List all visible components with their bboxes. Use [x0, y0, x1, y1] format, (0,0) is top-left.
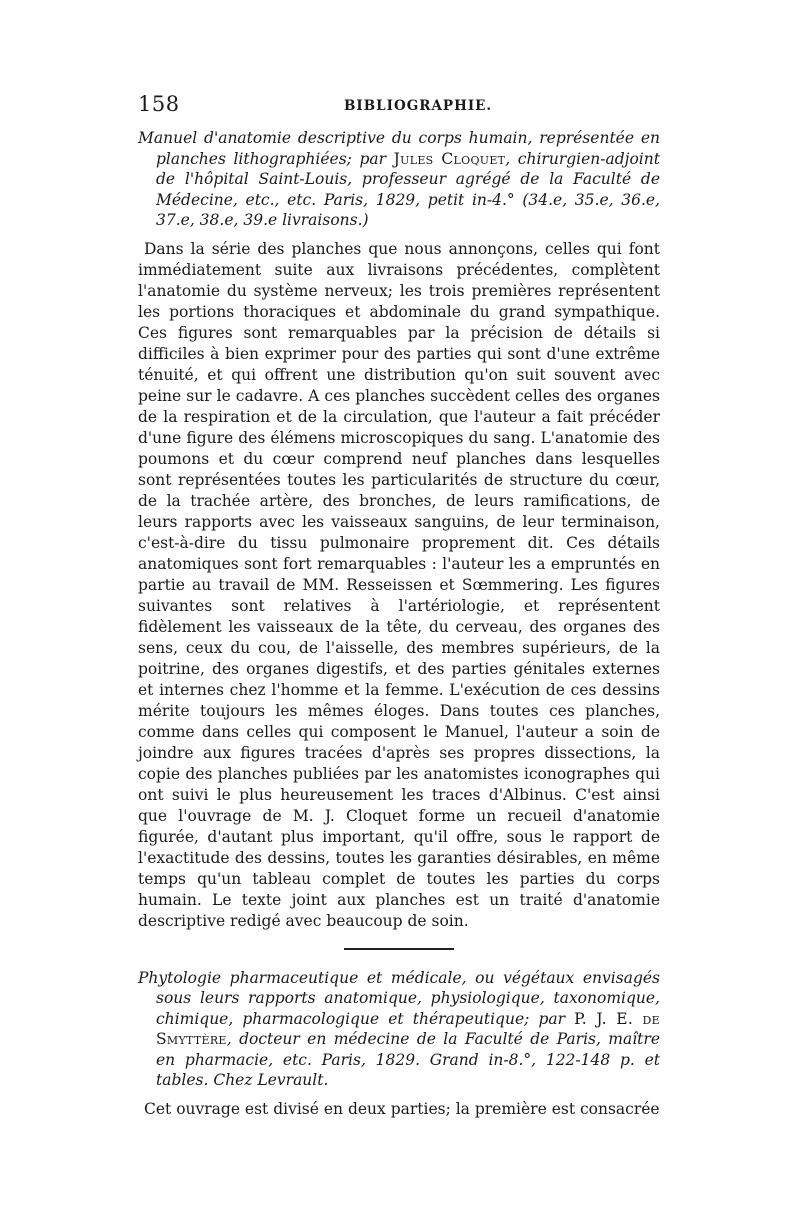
book-page	[138, 92, 660, 1120]
entry-1-title: Manuel d'anatomie descriptive du corps humain, représentée en planches lithographiées; par	[138, 129, 660, 168]
entry-1-title-continued: , chirurgien-adjoint de l'hôpital Saint-Louis, professeur agrégé de la Faculté de Médecine, etc., etc. Paris, 1829, petit in-4.° (34.e, 35.e, 36.e, 37.e, 38.e, 39.e livraisons.)	[156, 149, 660, 229]
running-head	[138, 92, 660, 122]
entry-1-review: Dans la série des planches que nous annonçons, celles qui font immédiatement suite aux livraisons précédentes, complètent l'anatomie du système nerveux; les trois premières représentent les portions thoraciques et abdominale du grand sympathique. Ces figures sont remarquables par la précision de détails si difficiles à bien exprimer pour des parties qui sont d'une extrême ténuité, et qui offrent une distribution qu'on suit souvent avec peine sur le cadavre. A ces planches succèdent celles des organes de la respiration et de la circulation, que l'auteur a fait précéder d'une figure des élémens microscopiques du sang. L'anatomie des poumons et du cœur comprend neuf planches dans lesquelles sont représentées toutes les particularités de structure du cœur, de la trachée artère, des bronches, de leurs ramifications, de leurs rapports avec les vaisseaux sanguins, de leur terminaison, c'est-à-dire du tissu pulmonaire proprement dit. Ces détails anatomiques sont fort remarquables : l'auteur les a empruntés en partie au travail de MM. Resseissen et Sœmmering. Les figures suivantes sont relatives à l'artériologie, et représentent fidèlement les vaisseaux de la tête, du cerveau, des organes des sens, ceux du cou, de l'aisselle, des membres supérieurs, de la poitrine, des organes digestifs, et des parties génitales externes et internes chez l'homme et la femme. L'exécution de ces dessins mérite toujours les mêmes éloges. Dans toutes ces planches, comme dans celles qui composent le Manuel, l'auteur a soin de joindre aux figures tracées d'après ses propres dissections, la copie des planches publiées par les anatomistes iconographes qui ont suivi le plus heureusement les traces d'Albinus. C'est ainsi que l'ouvrage de M. J. Cloquet forme un recueil d'anatomie figurée, d'autant plus important, qu'il offre, sous le rapport de l'exactitude des dessins, toutes les garanties désirables, en même temps qu'un tableau complet de toutes les parties du corps humain. Le texte joint aux planches est un traité d'anatomie descriptive redigé avec beaucoup de soin.	[138, 239, 660, 930]
entry-2-citation	[138, 968, 660, 1091]
entry-1-citation	[138, 128, 660, 231]
running-title: BIBLIOGRAPHIE.	[344, 98, 493, 114]
entry-2-review: Cet ouvrage est divisé en deux parties; la première est consacrée	[144, 1099, 660, 1118]
section-separator	[344, 948, 454, 950]
entry-1-author: Jules Cloquet	[393, 149, 506, 168]
entry-2-title-continued: , docteur en médecine de la Faculté de Paris, maître en pharmacie, etc. Paris, 1829. Grand in-8.°, 122-148 p. et tables. Chez Levrault.	[156, 1030, 660, 1089]
entry-2-author: P. J. E. de Smyttère	[156, 1009, 660, 1048]
page-number: 158	[138, 92, 180, 116]
entry-2-title: Phytologie pharmaceutique et médicale, ou végétaux envisagés sous leurs rapports anatomique, physiologique, taxonomique, chimique, pharmacologique et thérapeutique; par	[138, 968, 660, 1028]
